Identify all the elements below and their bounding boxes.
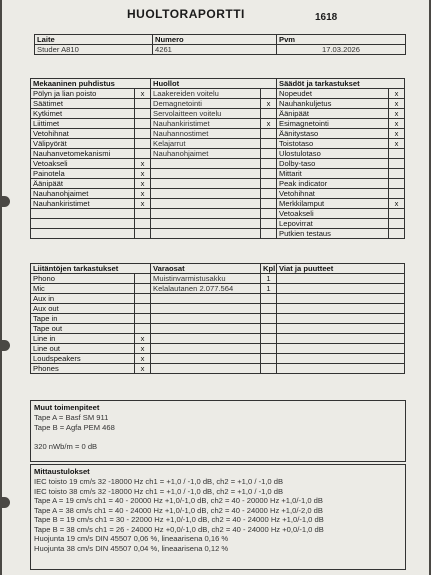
adjustment-item: Äänipäät — [277, 109, 389, 119]
fault-note — [277, 304, 405, 314]
connection-item: Phones — [31, 364, 135, 374]
checklist-row — [31, 209, 405, 219]
date-value: 17.03.2026 — [277, 45, 406, 55]
maintenance-item: Nauhankiristimet — [151, 119, 261, 129]
cleaning-check — [135, 109, 151, 119]
cleaning-item — [31, 209, 135, 219]
connection-item: Loudspeakers — [31, 354, 135, 364]
cleaning-item: Nauhanohjaimet — [31, 189, 135, 199]
measurement-line: Tape A = 19 cm/s ch1 = 40 - 20000 Hz +1,0/-1,0 dB, ch2 = 40 - 20000 Hz +1,0/-1,0 dB — [34, 496, 323, 505]
adjustment-item: Äänitystaso — [277, 129, 389, 139]
cleaning-check: x — [135, 179, 151, 189]
spare-part-qty — [261, 334, 277, 344]
measurements-section — [30, 464, 406, 570]
maintenance-check — [261, 129, 277, 139]
serial-number-label: Numero — [153, 35, 277, 45]
maintenance-item: Demagnetointi — [151, 99, 261, 109]
cleaning-check — [135, 209, 151, 219]
adjustment-check — [389, 209, 405, 219]
connection-item: Aux out — [31, 304, 135, 314]
cleaning-item: Pölyn ja lian poisto — [31, 89, 135, 99]
spare-part: Muistinvarmistusakku — [151, 274, 261, 284]
cleaning-item: Äänipäät — [31, 179, 135, 189]
connection-row — [31, 354, 405, 364]
adjustment-item: Esimagnetointi — [277, 119, 389, 129]
spare-part-qty — [261, 344, 277, 354]
binder-hole — [2, 196, 10, 207]
spare-part — [151, 324, 261, 334]
maintenance-check — [261, 169, 277, 179]
maintenance-item — [151, 159, 261, 169]
connection-row — [31, 334, 405, 344]
checklist-row — [31, 159, 405, 169]
measurement-line: Huojunta 19 cm/s DIN 45507 0,06 %, lineaarisena 0,16 % — [34, 534, 229, 543]
fault-note — [277, 314, 405, 324]
spare-part — [151, 344, 261, 354]
quantity-heading: Kpl — [261, 264, 277, 274]
maintenance-check: x — [261, 99, 277, 109]
adjustment-item: Putkien testaus — [277, 229, 389, 239]
other-action-line: Tape A = Basf SM 911 — [34, 413, 109, 422]
adjustment-item: Lepovirrat — [277, 219, 389, 229]
other-actions-section — [30, 400, 406, 462]
connection-row — [31, 304, 405, 314]
spare-part — [151, 334, 261, 344]
adjustment-check: x — [389, 119, 405, 129]
checklist-row — [31, 199, 405, 209]
adjustment-check: x — [389, 139, 405, 149]
cleaning-item: Liittimet — [31, 119, 135, 129]
maintenance-item: Kelajarrut — [151, 139, 261, 149]
device-label: Laite — [35, 35, 153, 45]
connection-checks-heading: Liitäntöjen tarkastukset — [31, 264, 151, 274]
mechanical-cleaning-heading: Mekaaninen puhdistus — [31, 79, 151, 89]
binder-hole — [2, 497, 10, 508]
cleaning-check: x — [135, 89, 151, 99]
cleaning-check — [135, 149, 151, 159]
checklist-row — [31, 169, 405, 179]
cleaning-check — [135, 99, 151, 109]
cleaning-item: Nauhankiristimet — [31, 199, 135, 209]
checklist-row — [31, 99, 405, 109]
cleaning-check: x — [135, 189, 151, 199]
spare-part-qty: 1 — [261, 284, 277, 294]
maintenance-check — [261, 139, 277, 149]
other-action-line — [31, 432, 405, 442]
adjustment-item: Mittarit — [277, 169, 389, 179]
fault-note — [277, 344, 405, 354]
measurement-line: Tape B = 38 cm/s ch1 = 26 - 24000 Hz +0,0/-1,0 dB, ch2 = 40 - 24000 Hz +0,0/-1,0 dB — [34, 524, 324, 534]
maintenance-check: x — [261, 119, 277, 129]
cleaning-item: Kytkimet — [31, 109, 135, 119]
adjustment-check — [389, 229, 405, 239]
connection-row — [31, 294, 405, 304]
measurement-line: IEC toisto 19 cm/s 32 -18000 Hz ch1 = +1,0 / -1,0 dB, ch2 = +1,0 / -1,0 dB — [34, 477, 284, 486]
maintenance-check — [261, 109, 277, 119]
device-info-table — [34, 34, 406, 55]
spare-part — [151, 294, 261, 304]
connection-check — [135, 304, 151, 314]
maintenance-item: Nauhannostimet — [151, 129, 261, 139]
adjustment-check: x — [389, 89, 405, 99]
connection-check — [135, 294, 151, 304]
maintenance-check — [261, 209, 277, 219]
checklist-row — [31, 179, 405, 189]
adjustment-check — [389, 219, 405, 229]
connection-row — [31, 314, 405, 324]
connection-item: Line out — [31, 344, 135, 354]
maintenance-item — [151, 179, 261, 189]
cleaning-item: Säätimet — [31, 99, 135, 109]
maintenance-item — [151, 199, 261, 209]
adjustment-item: Vetoakseli — [277, 209, 389, 219]
adjustment-item: Nauhankuljetus — [277, 99, 389, 109]
cleaning-check: x — [135, 199, 151, 209]
faults-heading: Viat ja puutteet — [277, 264, 405, 274]
cleaning-item: Välipyörät — [31, 139, 135, 149]
cleaning-check: x — [135, 159, 151, 169]
fault-note — [277, 274, 405, 284]
spare-part — [151, 314, 261, 324]
maintenance-item — [151, 169, 261, 179]
cleaning-check — [135, 139, 151, 149]
checklist-row — [31, 229, 405, 239]
fault-note — [277, 324, 405, 334]
spare-part-qty — [261, 324, 277, 334]
measurement-line: IEC toisto 38 cm/s 32 -18000 Hz ch1 = +1,0 / -1,0 dB, ch2 = +1,0 / -1,0 dB — [34, 486, 284, 496]
measurement-line: Tape B = 19 cm/s ch1 = 30 - 22000 Hz +1,0/-1,0 dB, ch2 = 40 - 24000 Hz +1,0/-1,0 dB — [34, 515, 324, 524]
maintenance-item — [151, 209, 261, 219]
fault-note — [277, 354, 405, 364]
connection-check: x — [135, 334, 151, 344]
report-number: 1618 — [315, 12, 338, 23]
adjustment-check — [389, 169, 405, 179]
cleaning-check: x — [135, 169, 151, 179]
maintenance-check — [261, 199, 277, 209]
adjustment-check: x — [389, 99, 405, 109]
measurements-heading: Mittaustulokset — [34, 467, 90, 476]
fault-note — [277, 284, 405, 294]
measurement-line: Huojunta 38 cm/s DIN 45507 0,04 %, lineaarisena 0,12 % — [34, 543, 229, 553]
maintenance-heading: Huollot — [151, 79, 277, 89]
spare-part-qty — [261, 354, 277, 364]
maintenance-item — [151, 219, 261, 229]
adjustment-check: x — [389, 129, 405, 139]
cleaning-item: Vetoakseli — [31, 159, 135, 169]
cleaning-item — [31, 229, 135, 239]
cleaning-item: Nauhanvetomekanismi — [31, 149, 135, 159]
checklist-row — [31, 189, 405, 199]
maintenance-check — [261, 179, 277, 189]
spare-part — [151, 354, 261, 364]
connection-check — [135, 274, 151, 284]
device-value: Studer A810 — [35, 45, 153, 55]
adjustment-item: Peak indicator — [277, 179, 389, 189]
maintenance-item: Servolaitteen voitelu — [151, 109, 261, 119]
spare-part-qty — [261, 304, 277, 314]
adjustment-check — [389, 159, 405, 169]
connection-row — [31, 364, 405, 374]
connection-item: Tape in — [31, 314, 135, 324]
maintenance-item: Laakereiden voitelu — [151, 89, 261, 99]
maintenance-item — [151, 229, 261, 239]
spare-part-qty — [261, 314, 277, 324]
adjustment-check — [389, 189, 405, 199]
connection-check — [135, 324, 151, 334]
adjustment-check — [389, 149, 405, 159]
connection-item: Mic — [31, 284, 135, 294]
adjustment-item: Nopeudet — [277, 89, 389, 99]
spare-part — [151, 304, 261, 314]
other-action-line: Tape B = Agfa PEM 468 — [34, 422, 115, 432]
maintenance-check — [261, 229, 277, 239]
spare-part: Kelalautanen 2.077.564 — [151, 284, 261, 294]
cleaning-check — [135, 219, 151, 229]
adjustment-check: x — [389, 199, 405, 209]
maintenance-check — [261, 89, 277, 99]
checklist-row — [31, 109, 405, 119]
spare-parts-heading: Varaosat — [151, 264, 261, 274]
maintenance-check — [261, 189, 277, 199]
adjustment-item: Toistotaso — [277, 139, 389, 149]
service-report-sheet — [2, 0, 429, 575]
serial-number-value: 4261 — [153, 45, 277, 55]
spare-part-qty — [261, 294, 277, 304]
fault-note — [277, 334, 405, 344]
maintenance-check — [261, 219, 277, 229]
fault-note — [277, 364, 405, 374]
connections-parts-table — [30, 263, 405, 374]
connection-check — [135, 284, 151, 294]
adjustment-item: Ulostulotaso — [277, 149, 389, 159]
fault-note — [277, 294, 405, 304]
maintenance-item: Nauhanohjaimet — [151, 149, 261, 159]
other-action-line: 320 nWb/m = 0 dB — [34, 441, 98, 451]
checklist-row — [31, 129, 405, 139]
spare-part — [151, 364, 261, 374]
checklist-row — [31, 89, 405, 99]
binder-hole — [2, 340, 10, 351]
adjustment-item: Vetohihnat — [277, 189, 389, 199]
cleaning-item — [31, 219, 135, 229]
connection-row — [31, 344, 405, 354]
cleaning-check — [135, 129, 151, 139]
connection-check — [135, 314, 151, 324]
measurement-line: Tape A = 38 cm/s ch1 = 40 - 24000 Hz +1,0/-1,0 dB, ch2 = 40 - 24000 Hz +1,0/-2,0 dB — [34, 505, 323, 515]
adjustment-item: Dolby-taso — [277, 159, 389, 169]
connection-item: Line in — [31, 334, 135, 344]
maintenance-item — [151, 189, 261, 199]
adjustment-check: x — [389, 109, 405, 119]
maintenance-check — [261, 159, 277, 169]
checklist-row — [31, 219, 405, 229]
spare-part-qty — [261, 364, 277, 374]
inspection-checklist-table — [30, 78, 405, 239]
date-label: Pvm — [277, 35, 406, 45]
checklist-row — [31, 139, 405, 149]
adjustments-heading: Säädöt ja tarkastukset — [277, 79, 405, 89]
connection-item: Aux in — [31, 294, 135, 304]
connection-row — [31, 284, 405, 294]
checklist-row — [31, 149, 405, 159]
connection-row — [31, 324, 405, 334]
cleaning-item: Painotela — [31, 169, 135, 179]
connection-row — [31, 274, 405, 284]
connection-check: x — [135, 364, 151, 374]
connection-item: Tape out — [31, 324, 135, 334]
connection-check: x — [135, 354, 151, 364]
checklist-row — [31, 119, 405, 129]
connection-item: Phono — [31, 274, 135, 284]
cleaning-check — [135, 229, 151, 239]
adjustment-check — [389, 179, 405, 189]
connection-check: x — [135, 344, 151, 354]
maintenance-check — [261, 149, 277, 159]
spare-part-qty: 1 — [261, 274, 277, 284]
cleaning-item: Vetohihnat — [31, 129, 135, 139]
adjustment-item: Merkkilamput — [277, 199, 389, 209]
other-actions-heading: Muut toimenpiteet — [34, 403, 100, 412]
cleaning-check — [135, 119, 151, 129]
report-title: HUOLTORAPORTTI — [127, 7, 245, 21]
